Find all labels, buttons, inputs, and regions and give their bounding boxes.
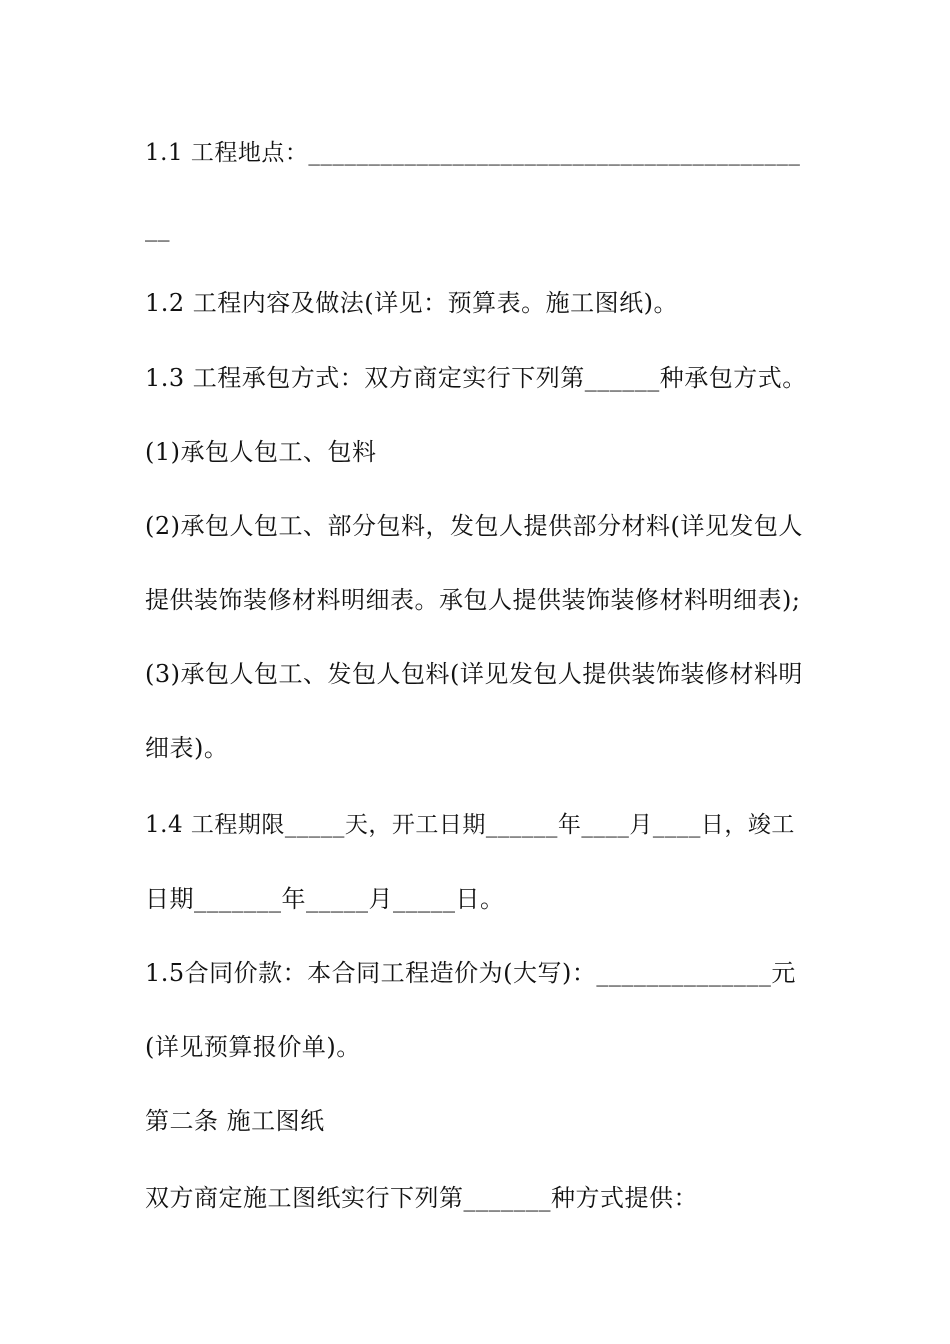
article-2-drawings-method: 双方商定施工图纸实行下列第_______种方式提供： bbox=[145, 1184, 698, 1212]
option-2-partial-materials: (2)承包人包工、部分包料，发包人提供部分材料(详见发包人 bbox=[145, 512, 803, 540]
clause-1-5-contract-price: 1.5合同价款：本合同工程造价为(大写)：______________元 bbox=[145, 959, 796, 987]
clause-1-2-project-content: 1.2 工程内容及做法(详见：预算表。施工图纸)。 bbox=[145, 289, 679, 317]
clause-1-5-continuation: (详见预算报价单)。 bbox=[145, 1033, 361, 1061]
option-3-client-materials: (3)承包人包工、发包人包料(详见发包人提供装饰装修材料明 bbox=[145, 660, 803, 688]
option-2-continuation: 提供装饰装修材料明细表。承包人提供装饰装修材料明细表); bbox=[145, 586, 801, 614]
clause-1-1-project-location: 1.1 工程地点：_________________________________________ bbox=[145, 140, 801, 166]
clause-1-4-project-duration: 1.4 工程期限_____天，开工日期______年____月____日，竣工 bbox=[145, 812, 795, 838]
clause-1-4-completion-date: 日期_______年_____月_____日。 bbox=[145, 885, 505, 913]
clause-1-1-continuation: __ bbox=[145, 214, 170, 242]
clause-1-3-contract-method: 1.3 工程承包方式：双方商定实行下列第______种承包方式。 bbox=[145, 364, 807, 392]
article-2-heading: 第二条 施工图纸 bbox=[145, 1107, 325, 1135]
option-1-labor-and-materials: (1)承包人包工、包料 bbox=[145, 438, 377, 466]
option-3-continuation: 细表)。 bbox=[145, 734, 229, 762]
